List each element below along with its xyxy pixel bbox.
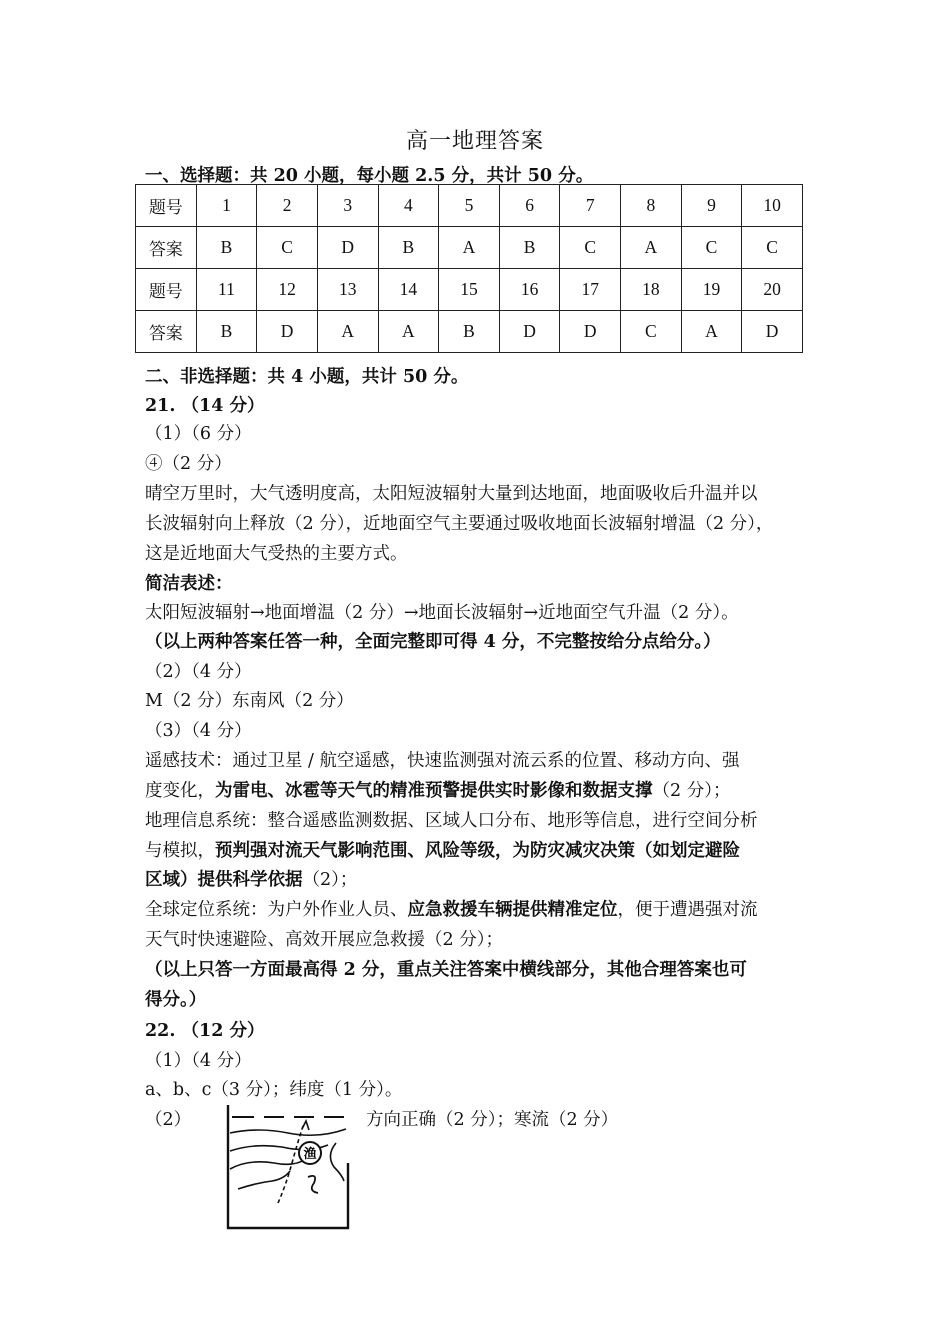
table-row	[136, 311, 803, 353]
table-row	[136, 269, 803, 311]
gis-key-point-cont: 区域）提供科学依据	[145, 870, 303, 890]
table-cell: 5	[439, 185, 500, 227]
q21-part2-answer: M（2 分）东南风（2 分）	[145, 691, 354, 711]
rs-prefix: 度变化，	[145, 781, 215, 801]
fishing-ground-label: 渔	[303, 1147, 317, 1162]
table-row-label: 答案	[136, 227, 197, 269]
table-cell: A	[621, 227, 682, 269]
gis-score: （2）；	[302, 870, 358, 890]
table-cell: 18	[621, 269, 682, 311]
coastline	[330, 1143, 344, 1181]
section2-heading: 二、非选择题：共 4 小题，共计 50 分。	[145, 367, 469, 387]
table-cell: C	[257, 227, 318, 269]
q22-part2-answer: 方向正确（2 分）；寒流（2 分）	[366, 1110, 619, 1130]
table-row	[136, 227, 803, 269]
choice-answer-table	[135, 184, 803, 353]
table-cell: 14	[378, 269, 439, 311]
q21-part3-label: （3）（4 分）	[145, 721, 252, 741]
table-cell: 8	[621, 185, 682, 227]
table-cell: 1	[196, 185, 257, 227]
isotherm-1	[230, 1129, 346, 1135]
table-cell: A	[378, 311, 439, 353]
rs-key-point: 为雷电、冰雹等天气的精准预警提供实时影像和数据支撑	[215, 781, 653, 801]
q21-gps-line-2: 天气时快速避险、高效开展应急救援（2 分）；	[145, 930, 503, 950]
table-cell: 12	[257, 269, 318, 311]
table-cell: D	[499, 311, 560, 353]
gis-prefix: 与模拟，	[145, 841, 215, 861]
table-cell: 11	[196, 269, 257, 311]
gis-key-point: 预判强对流天气影响范围、风险等级，为防灾减灾决策（如划定避险	[215, 841, 740, 861]
current-arrow	[302, 1121, 309, 1130]
table-row	[136, 185, 803, 227]
q21-brief-label: 简洁表述：	[145, 574, 233, 594]
q21-part1-text-1: 晴空万里时，大气透明度高，太阳短波辐射大量到达地面，地面吸收后升温并以	[145, 484, 758, 504]
q21-note-2-line-1: （以上只答一方面最高得 2 分，重点关注答案中横线部分，其他合理答案也可	[145, 960, 747, 980]
table-cell: B	[196, 311, 257, 353]
q21-title: 21. （14 分）	[145, 396, 265, 416]
table-cell: 13	[317, 269, 378, 311]
q21-note-1: （以上两种答案任答一种，全面完整即可得 4 分，不完整按给分点给分。）	[145, 632, 721, 652]
table-cell: 17	[560, 269, 621, 311]
table-cell: A	[439, 227, 500, 269]
q21-brief-text: 太阳短波辐射→地面增温（2 分）→地面长波辐射→近地面空气升温（2 分）。	[145, 603, 739, 623]
table-cell: C	[742, 227, 803, 269]
cold-current-line	[278, 1123, 304, 1203]
q21-rs-line-1: 遥感技术：通过卫星 / 航空遥感，快速监测强对流云系的位置、移动方向、强	[145, 751, 740, 771]
isotherm-3	[230, 1159, 306, 1169]
table-cell: 10	[742, 185, 803, 227]
figure-frame	[228, 1105, 348, 1228]
q21-gis-line-1: 地理信息系统：整合遥感监测数据、区域人口分布、地形等信息，进行空间分析	[145, 811, 758, 831]
table-cell: B	[499, 227, 560, 269]
isotherm-4	[238, 1171, 290, 1189]
table-row-label: 题号	[136, 185, 197, 227]
q22-part1-answer: a、b、c（3 分）；纬度（1 分）。	[145, 1080, 403, 1100]
table-row-label: 答案	[136, 311, 197, 353]
page-title: 高一地理答案	[405, 129, 544, 154]
gps-prefix: 全球定位系统：为户外作业人员、	[145, 900, 408, 920]
gps-key-point: 应急救援车辆提供精准定位	[407, 900, 618, 920]
table-cell: B	[196, 227, 257, 269]
table-cell: 6	[499, 185, 560, 227]
ocean-current-sketch	[218, 1103, 358, 1233]
table-cell: C	[560, 227, 621, 269]
table-cell: C	[681, 227, 742, 269]
q21-part1-text-2: 长波辐射向上释放（2 分），近地面空气主要通过吸收地面长波辐射增温（2 分），	[145, 514, 774, 534]
q21-note-2-line-2: 得分。）	[145, 990, 207, 1010]
table-cell: D	[257, 311, 318, 353]
q21-gps-line-1	[145, 895, 815, 925]
rs-score: （2 分）；	[652, 781, 731, 801]
q21-gis-line-3	[145, 865, 815, 895]
table-cell: 19	[681, 269, 742, 311]
table-cell: D	[317, 227, 378, 269]
table-cell: B	[378, 227, 439, 269]
table-cell: B	[439, 311, 500, 353]
q21-part1-answer: ④（2 分）	[145, 454, 232, 474]
q22-title: 22. （12 分）	[145, 1021, 265, 1041]
table-cell: 3	[317, 185, 378, 227]
table-cell: A	[317, 311, 378, 353]
q22-part2-label: （2）	[145, 1110, 192, 1130]
q22-part1-label: （1）（4 分）	[145, 1051, 252, 1071]
table-cell: 4	[378, 185, 439, 227]
table-cell: 15	[439, 269, 500, 311]
table-cell: 9	[681, 185, 742, 227]
table-cell: 16	[499, 269, 560, 311]
gps-suffix: ，便于遭遇强对流	[617, 900, 758, 920]
q21-part1-label: （1）（6 分）	[145, 424, 252, 444]
q21-part2-label: （2）（4 分）	[145, 662, 252, 682]
q21-gis-line-2	[145, 836, 815, 866]
table-cell: 20	[742, 269, 803, 311]
q21-rs-line-2	[145, 776, 815, 806]
q21-part1-text-3: 这是近地面大气受热的主要方式。	[145, 544, 408, 564]
table-cell: 2	[257, 185, 318, 227]
table-cell: A	[681, 311, 742, 353]
table-cell: C	[621, 311, 682, 353]
table-row-label: 题号	[136, 269, 197, 311]
table-cell: D	[560, 311, 621, 353]
section1-heading: 一、选择题：共 20 小题，每小题 2.5 分，共计 50 分。	[145, 166, 594, 186]
table-cell: 7	[560, 185, 621, 227]
table-cell: D	[742, 311, 803, 353]
island-mark	[308, 1176, 318, 1193]
